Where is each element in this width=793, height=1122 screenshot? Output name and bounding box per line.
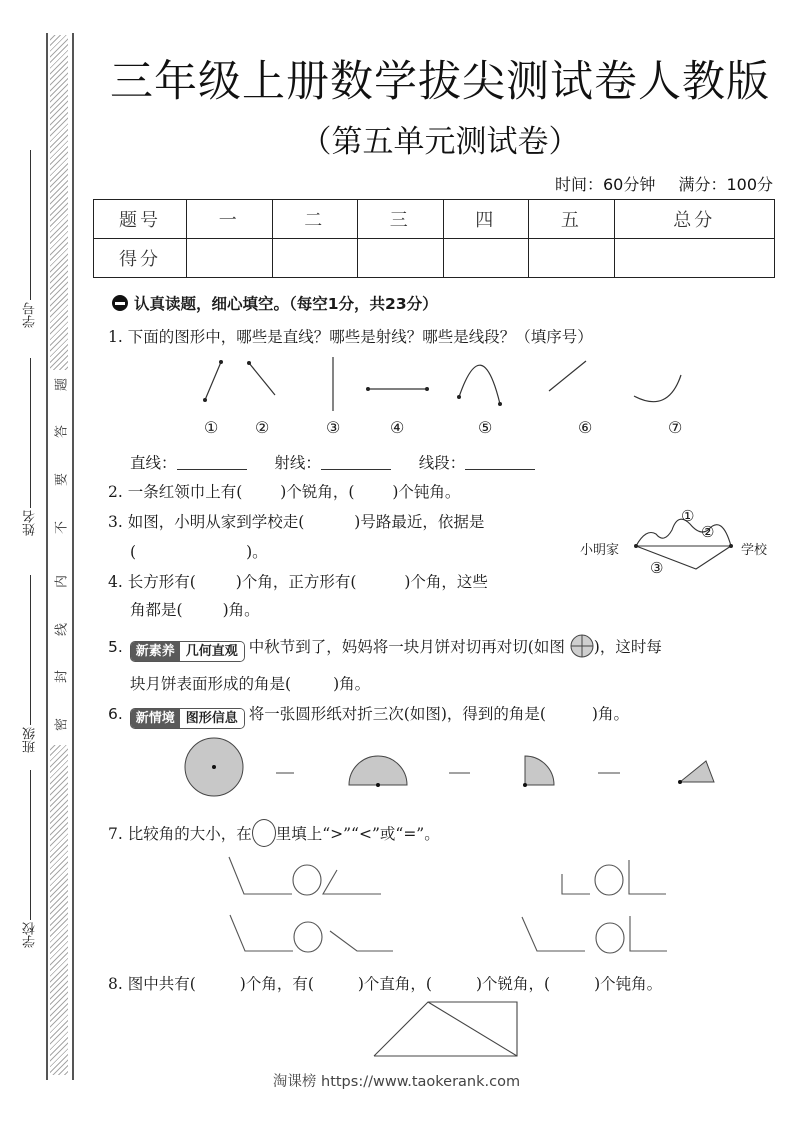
q2-text: 2. 一条红领巾上有(: [108, 483, 243, 501]
q6-number: 6.: [108, 705, 123, 723]
q7-text: 里填上“>”“<”或“=”。: [275, 825, 440, 843]
exam-meta: [555, 172, 773, 195]
figure-label: ④: [390, 418, 405, 437]
segment-answer-label: 线段：: [418, 454, 466, 472]
q5-text: )，这时每: [593, 638, 662, 656]
score-cell[interactable]: [358, 239, 444, 278]
compare-circle-icon: [252, 819, 276, 847]
q6-text: 将一张圆形纸对折三次(如图)，得到的角是(: [248, 705, 546, 723]
seal-char: 封: [54, 670, 70, 684]
question-6: [108, 702, 629, 729]
question-4: [108, 570, 488, 592]
q8-text: )个锐角，(: [475, 975, 551, 993]
seal-char: 答: [54, 425, 70, 439]
score-cell[interactable]: [529, 239, 615, 278]
section-number-one-icon: [112, 295, 128, 311]
q4-text: )个角，这些: [404, 573, 488, 591]
question-5-line2: [130, 672, 370, 694]
seal-char: 密: [54, 718, 70, 732]
q8-figure: [0, 995, 793, 1065]
header-cell: 二: [272, 200, 358, 239]
q3-text: )号路最近，依据是: [354, 513, 485, 531]
compare-blank[interactable]: [595, 865, 623, 895]
seal-char: 要: [54, 473, 70, 487]
q5-text: 中秋节到了，妈妈将一块月饼对切再对切(如图: [248, 638, 565, 656]
q1-answers: [130, 451, 535, 473]
score-table: [93, 199, 775, 278]
q6-tag: [130, 708, 245, 729]
mooncake-cut-icon: [570, 634, 594, 658]
question-4-line2: [130, 598, 260, 620]
figure-label: ②: [255, 418, 270, 437]
ray-answer-label: 射线：: [274, 454, 321, 472]
tag-new-context: 新情境: [131, 709, 180, 728]
q6-text: )角。: [591, 705, 629, 723]
q8-text: )个直角，(: [357, 975, 432, 993]
score-cell[interactable]: [187, 239, 273, 278]
home-label: 小明家: [580, 543, 620, 558]
seal-char: 不: [54, 521, 70, 535]
tag-new-literacy: 新素养: [131, 642, 180, 661]
ray-answer-blank[interactable]: [321, 469, 391, 470]
figure-label: ⑤: [478, 418, 493, 437]
header-cell: 四: [443, 200, 529, 239]
q5-number: 5.: [108, 638, 123, 656]
q3-text: (: [130, 543, 137, 561]
student-id-blank[interactable]: [30, 150, 31, 300]
q4-text: 4. 长方形有(: [108, 573, 196, 591]
time-limit: 时间：60分钟: [554, 175, 656, 194]
figure-label: ⑦: [668, 418, 683, 437]
question-2: [108, 480, 460, 502]
student-name-label: 姓名: [23, 510, 38, 536]
q3-text: 3. 如图，小明从家到学校走(: [108, 513, 305, 531]
class-field[interactable]: [21, 575, 40, 753]
figure-label: ③: [326, 418, 341, 437]
route-label: ③: [650, 559, 664, 577]
header-cell: 五: [529, 200, 615, 239]
question-8: [108, 972, 662, 994]
score-cell[interactable]: [443, 239, 529, 278]
section-1-title: 认真读题，细心填空。（每空1分，共23分）: [134, 295, 438, 313]
route-label: ①: [681, 507, 695, 525]
hatch-top: [50, 35, 68, 370]
school-label: 学校: [23, 922, 38, 948]
question-5: [108, 634, 662, 662]
header-cell: 三: [358, 200, 444, 239]
score-cell[interactable]: [614, 239, 774, 278]
score-table-header-row: [94, 200, 775, 239]
q2-text: )个锐角，(: [280, 483, 355, 501]
line-answer-blank[interactable]: [177, 469, 247, 470]
q4-text: )角。: [222, 601, 260, 619]
q8-text: )个角，有(: [239, 975, 314, 993]
score-row-label: 得分: [94, 239, 187, 278]
compare-blank[interactable]: [293, 865, 321, 895]
tag-figure-info: 图形信息: [180, 709, 244, 728]
q8-text: )个钝角。: [594, 975, 663, 993]
q2-text: )个钝角。: [392, 483, 461, 501]
figure-label: ⑥: [578, 418, 593, 437]
route-label: ②: [701, 523, 715, 541]
q5-text: )角。: [333, 675, 371, 693]
section-1-heading: [112, 292, 438, 314]
page-subtitle: （第五单元测试卷）: [300, 124, 580, 160]
q5-text: 块月饼表面形成的角是(: [130, 675, 292, 693]
q7-text: 7. 比较角的大小，在: [108, 825, 252, 843]
q4-text: )个角，正方形有(: [235, 573, 357, 591]
figure-label: ①: [204, 418, 219, 437]
question-7: [108, 819, 440, 847]
school-label: 学校: [741, 543, 768, 558]
seal-char: 内: [54, 575, 70, 589]
question-1-text: 1. 下面的图形中，哪些是直线？哪些是射线？哪些是线段？（填序号）: [108, 328, 593, 346]
student-id-label: 学号: [23, 302, 38, 328]
compare-blank[interactable]: [596, 923, 624, 953]
compare-blank[interactable]: [294, 922, 322, 952]
page-title: 三年级上册数学拔尖测试卷人教版: [110, 57, 770, 107]
line-answer-label: 直线：: [130, 454, 177, 472]
student-id-field[interactable]: [21, 150, 40, 328]
q3-text: )。: [246, 543, 268, 561]
q6-folding-diagram: [0, 735, 793, 815]
q7-angle-comparisons: [0, 850, 793, 970]
seal-char: 题: [54, 378, 70, 392]
q4-text: 角都是(: [130, 601, 183, 619]
header-cell: 题号: [94, 200, 187, 239]
tag-geometric-intuition: 几何直观: [180, 642, 244, 661]
header-cell: 总分: [614, 200, 774, 239]
segment-answer-blank[interactable]: [465, 469, 535, 470]
q5-tag: [130, 641, 245, 662]
score-table-score-row: [94, 239, 775, 278]
watermark: 淘课榜 https://www.taokerank.com: [272, 1074, 521, 1090]
score-cell[interactable]: [272, 239, 358, 278]
class-label: 班级: [23, 727, 38, 753]
seal-char: 线: [54, 623, 70, 637]
header-cell: 一: [187, 200, 273, 239]
q8-text: 8. 图中共有(: [108, 975, 196, 993]
full-score: 满分：100分: [678, 175, 773, 194]
